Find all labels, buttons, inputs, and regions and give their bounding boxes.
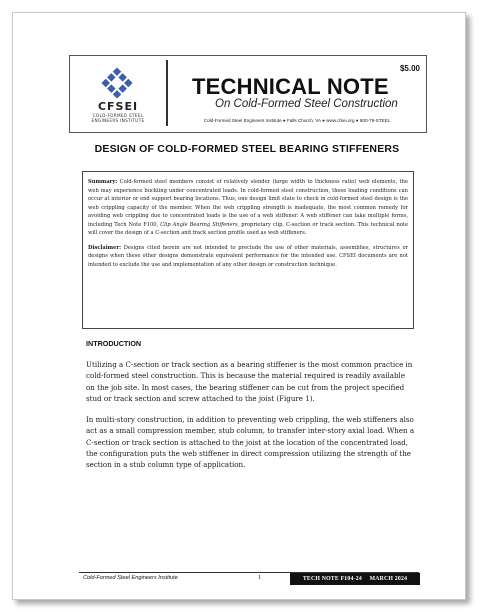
summary-paragraph: Summary: Cold-formed steel members consist of relatively slender (large width to thickness ratio) web elements, the web may experience buckling under concentrated loads. In cold-formed steel construction, these loading conditions can occur at interior or end support bearing locations. Thus, one design limit state to check in cold-formed steel design is the web crippling capacity of the member. When the web crippling strength is inadequate, the most common remedy for avoiding web crippling due to concentrated loads is the use of a web stiffener. A web stiffener can take multiple forms, including Tech Note F100, Clip Angle Bearing Stiffeners, proprietary clip, C-section or track section. This technical note will cover the design of a C-section and track section profile used as web stiffeners. — [88, 179, 408, 236]
price-label: $5.00 — [399, 64, 420, 73]
header-divider — [166, 60, 168, 126]
logo-tagline: COLD-FORMED STEEL ENGINEERS INSTITUTE — [91, 113, 145, 123]
footer-organization: Cold-Formed Steel Engineers Institute — [83, 575, 178, 581]
introduction-heading: INTRODUCTION — [86, 339, 142, 348]
logo-wordmark: CFSEI — [97, 100, 139, 113]
tech-note-id: TECH NOTE F104-24 — [302, 576, 362, 582]
footer-tech-note-badge — [290, 573, 420, 585]
introduction-body — [86, 359, 416, 481]
introduction-paragraph-1: Utilizing a C-section or track section as a bearing stiffener is the most common practice in cold-formed steel construction. This is because the material required is readily available on the job site. In most cases, the bearing stiffener can be cut from the project specified stud or track section and screw attached to the joist (Figure 1). — [86, 360, 413, 403]
contact-line: Cold-Formed Steel Engineers Institute ● Falls Church, VA ● www.cfsei.org ● 800-79-STEEL — [203, 118, 391, 123]
page-number: 1 — [258, 575, 261, 581]
disclaimer-paragraph: Disclaimer: Designs cited herein are not intended to preclude the use of other materials, assemblies, structures or designs when these other designs demonstrate equivalent performance for the intended use. CFSEI documents are not intended to exclude the use and implementation of any other design or construction technique. — [88, 244, 408, 268]
technical-note-title: TECHNICAL NOTE — [192, 74, 389, 99]
publication-date: MARCH 2024 — [369, 576, 408, 582]
introduction-paragraph-2: In multi-story construction, in addition to preventing web crippling, the web stiffeners also act as a small compression member, stub column, to transfer inter-story axial load. When a C-section or track section is attached to the joist at the location of the concentrated load, the configuration puts the web stiffener in direct compression utilizing the strength of the section in a stub column type of application. — [86, 415, 415, 470]
technical-note-header — [69, 55, 427, 133]
document-title: DESIGN OF COLD-FORMED STEEL BEARING STIFFENERS — [94, 143, 400, 155]
referenced-tech-note-title: Clip Angle Bearing Stiffeners, — [160, 221, 240, 228]
summary-content — [88, 178, 408, 275]
document-page — [12, 12, 466, 600]
summary-box — [82, 171, 414, 329]
technical-note-subtitle: On Cold-Formed Steel Construction — [215, 98, 398, 110]
summary-label: Summary: — [88, 179, 118, 185]
cfsei-logo-icon — [95, 66, 139, 100]
disclaimer-label: Disclaimer: — [88, 244, 121, 251]
